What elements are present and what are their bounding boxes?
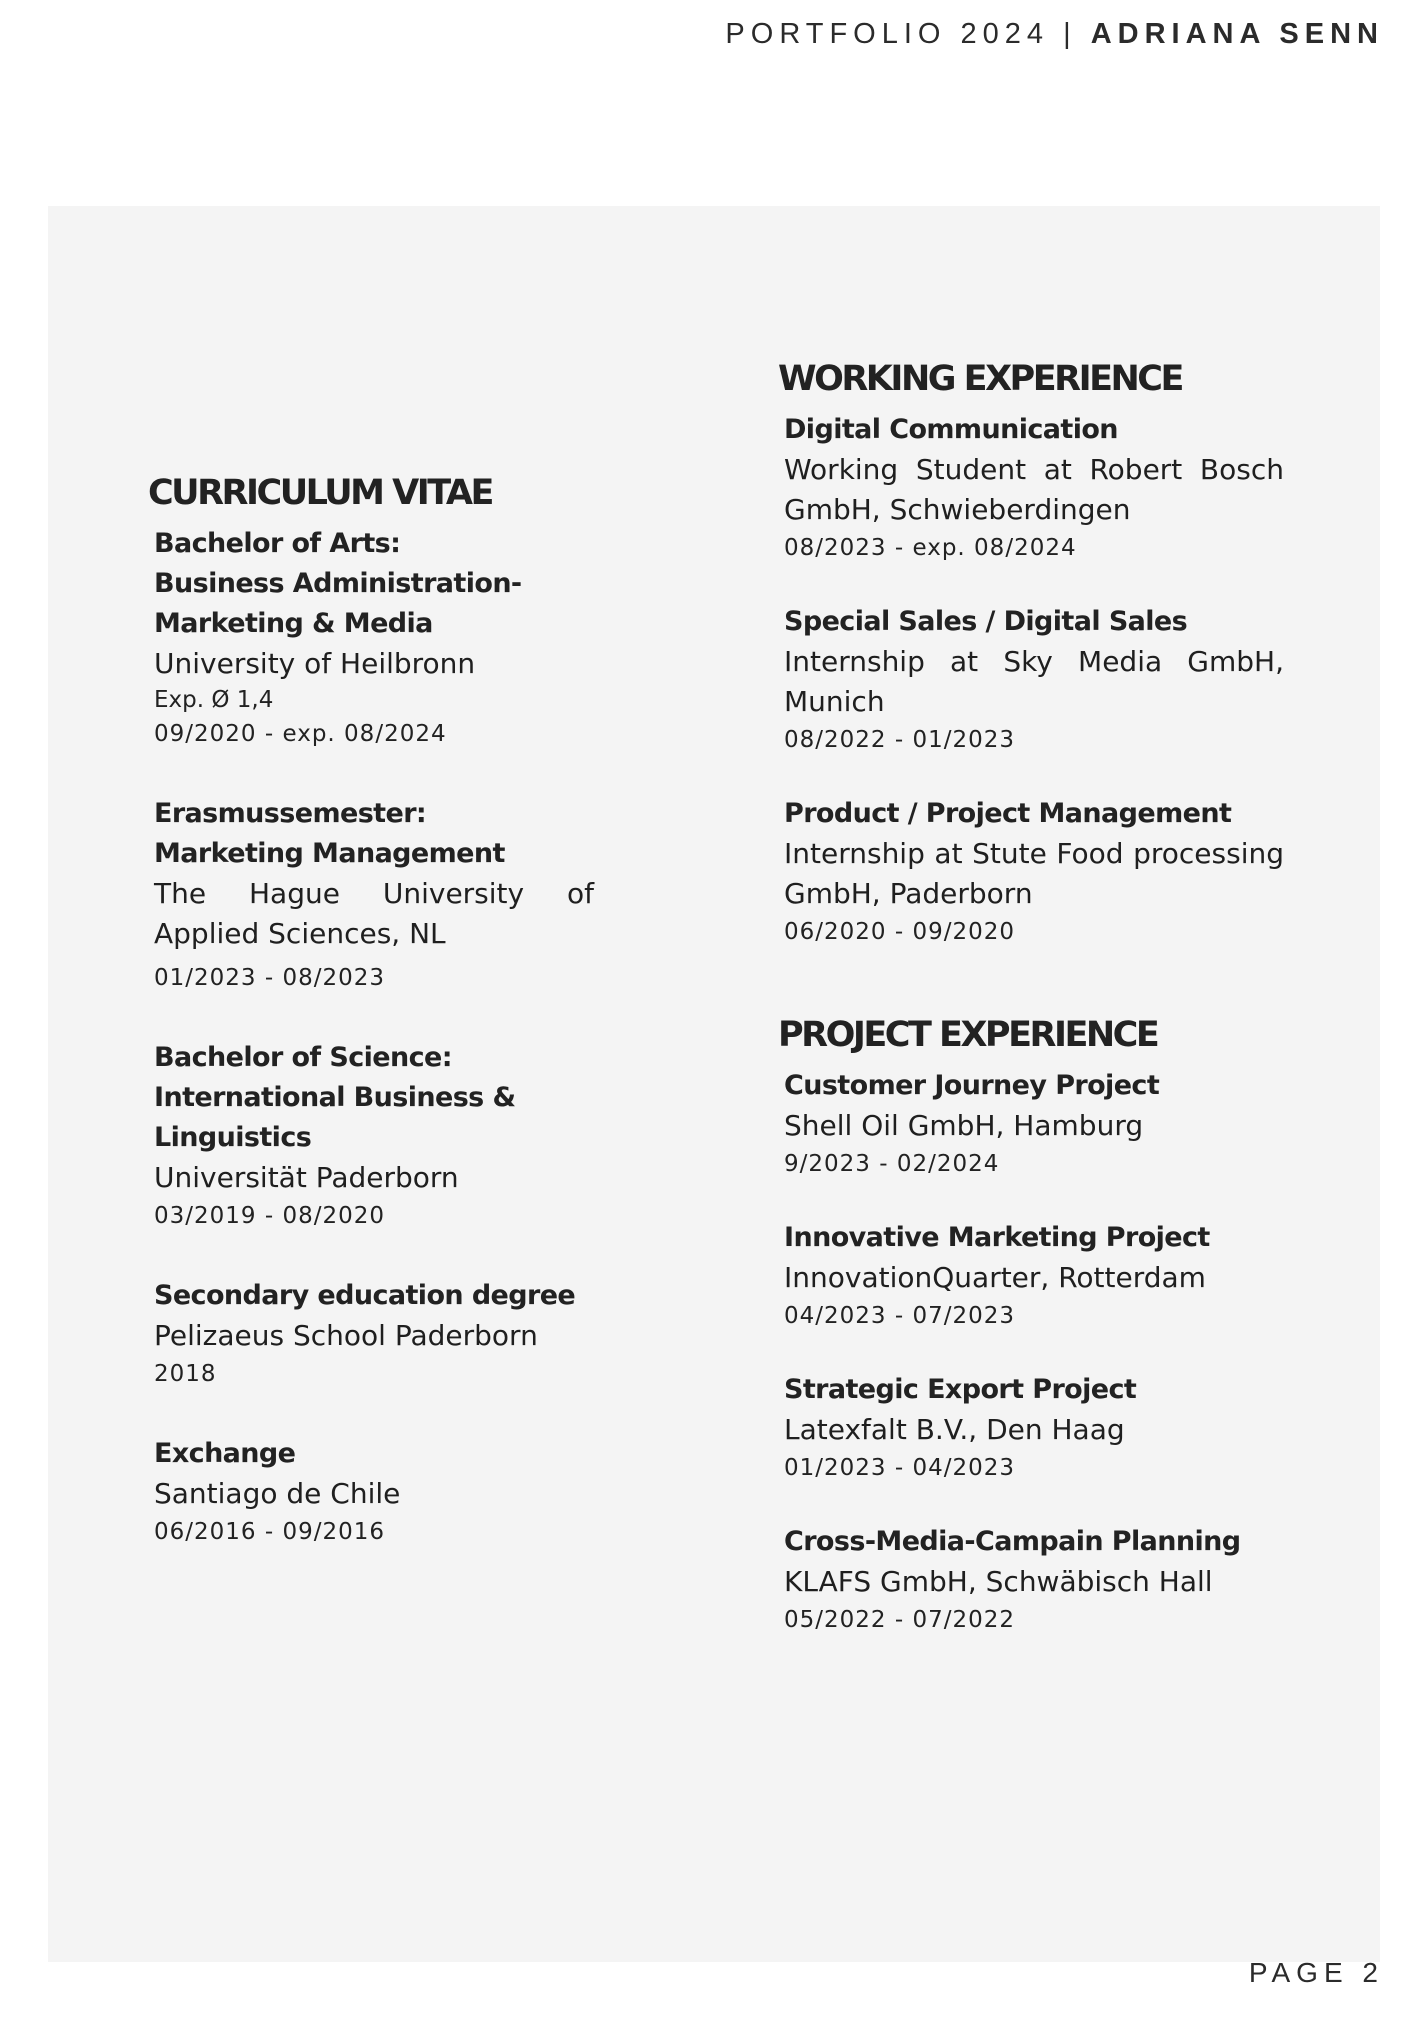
entry-title: Bachelor of Science:: [154, 1042, 452, 1073]
entry-title: Digital Communication: [784, 414, 1118, 445]
project-entry: [784, 1522, 1284, 1638]
portfolio-label: PORTFOLIO 2024: [725, 18, 1050, 50]
work-entry: [784, 794, 1284, 950]
entry-title: Linguistics: [154, 1122, 312, 1153]
experience-column: [778, 358, 1284, 1638]
entry-date: 06/2016 - 09/2016: [154, 1519, 386, 1545]
cv-entry: [154, 1434, 594, 1550]
entry-title: International Business &: [154, 1082, 516, 1113]
entry-date: 04/2023 - 07/2023: [784, 1303, 1016, 1329]
cv-title: CURRICULUM VITAE: [148, 473, 492, 513]
author-name: ADRIANA SENN: [1090, 18, 1384, 50]
entry-description: Working Student at Robert Bosch GmbH, Schwieberdingen: [784, 453, 1284, 526]
entry-company: InnovationQuarter, Rotterdam: [784, 1261, 1206, 1294]
entry-title: Special Sales / Digital Sales: [784, 606, 1188, 637]
content-panel: [48, 206, 1380, 1962]
project-entry: [784, 1370, 1284, 1486]
entry-date: 2018: [154, 1361, 217, 1387]
entry-title: Customer Journey Project: [784, 1070, 1160, 1101]
entry-date: 03/2019 - 08/2020: [154, 1203, 386, 1229]
entry-institution: Pelizaeus School Paderborn: [154, 1319, 538, 1352]
cv-entry: [154, 1276, 594, 1392]
cv-entry: [154, 794, 594, 996]
entry-title: Marketing Management: [154, 838, 505, 869]
entry-company: Latexfalt B.V., Den Haag: [784, 1413, 1125, 1446]
cv-entry: [154, 1038, 594, 1234]
entry-description: Internship at Stute Food processing GmbH, Paderborn: [784, 837, 1284, 910]
cv-column: [148, 472, 594, 1550]
entry-title: Erasmussemester:: [154, 798, 427, 829]
entry-title: Strategic Export Project: [784, 1374, 1137, 1405]
entry-grade: Exp. Ø 1,4: [154, 687, 274, 713]
entry-title: Business Administration-: [154, 568, 522, 599]
page-number: PAGE 2: [1248, 1957, 1384, 1988]
entry-title: Cross-Media-Campain Planning: [784, 1526, 1241, 1557]
header-separator: |: [1063, 18, 1077, 50]
entry-date: 09/2020 - exp. 08/2024: [154, 721, 447, 747]
projects-title: PROJECT EXPERIENCE: [778, 1015, 1158, 1055]
entry-date: 05/2022 - 07/2022: [784, 1607, 1016, 1633]
entry-title: Product / Project Management: [784, 798, 1232, 829]
entry-description: Internship at Sky Media GmbH, Munich: [784, 645, 1284, 718]
entry-date: 08/2023 - exp. 08/2024: [784, 535, 1077, 561]
entry-title: Exchange: [154, 1438, 296, 1469]
entry-title: Bachelor of Arts:: [154, 528, 401, 559]
entry-title: Secondary education degree: [154, 1280, 576, 1311]
entry-date: 01/2023 - 08/2023: [154, 965, 386, 991]
project-entry: [784, 1066, 1284, 1182]
work-entry: [784, 602, 1284, 758]
work-title: WORKING EXPERIENCE: [778, 359, 1182, 399]
entry-date: 06/2020 - 09/2020: [784, 919, 1016, 945]
page-header: [725, 18, 1384, 51]
entry-location: Santiago de Chile: [154, 1477, 401, 1510]
entry-institution: The Hague University of Applied Sciences, NL: [154, 877, 594, 950]
entry-institution: University of Heilbronn: [154, 647, 476, 680]
cv-entry: [154, 524, 594, 752]
project-entry: [784, 1218, 1284, 1334]
entry-title: Marketing & Media: [154, 608, 433, 639]
entry-date: 01/2023 - 04/2023: [784, 1455, 1016, 1481]
entry-date: 08/2022 - 01/2023: [784, 727, 1016, 753]
work-entry: [784, 410, 1284, 566]
entry-date: 9/2023 - 02/2024: [784, 1151, 1000, 1177]
entry-company: KLAFS GmbH, Schwäbisch Hall: [784, 1565, 1213, 1598]
entry-company: Shell Oil GmbH, Hamburg: [784, 1109, 1144, 1142]
entry-institution: Universität Paderborn: [154, 1161, 459, 1194]
entry-title: Innovative Marketing Project: [784, 1222, 1210, 1253]
